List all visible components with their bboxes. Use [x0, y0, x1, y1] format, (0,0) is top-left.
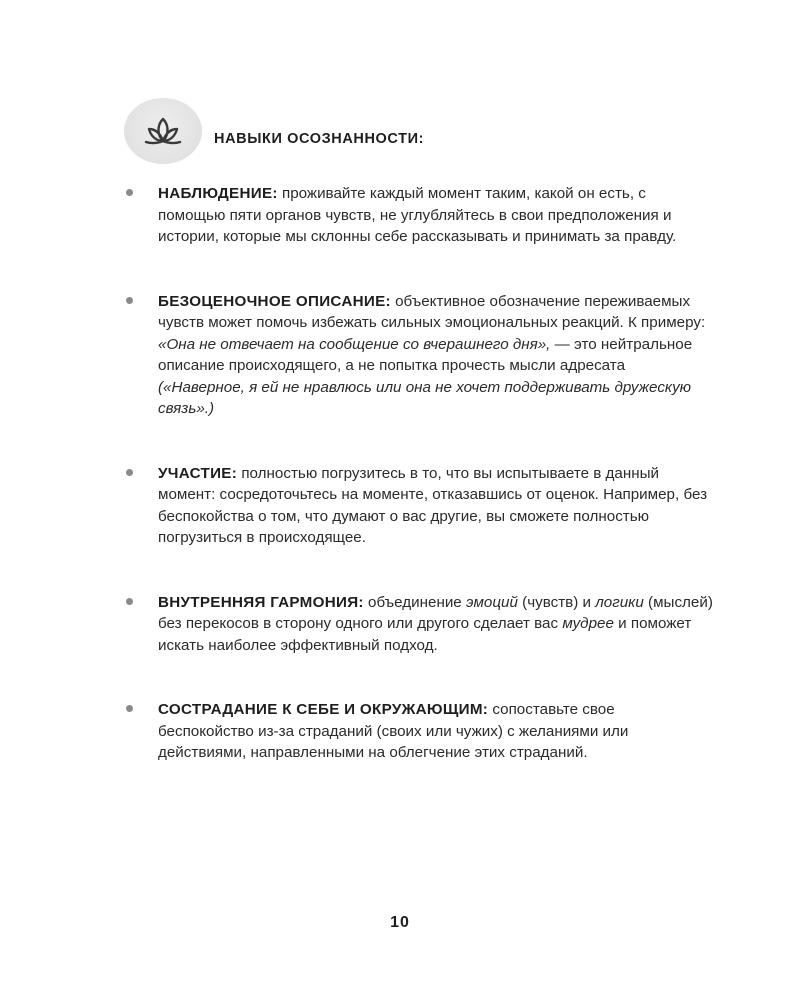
emphasis-emotions: эмоций [466, 593, 518, 611]
emphasis-wiser: мудрее [562, 615, 614, 632]
skill-observation [124, 183, 714, 248]
skill-participation [124, 463, 714, 549]
skill-nonjudgmental-description [124, 291, 714, 420]
lotus-icon [141, 116, 185, 146]
bullet-dot [126, 189, 133, 196]
skill-term: УЧАСТИЕ: [158, 464, 238, 482]
skill-compassion [124, 699, 714, 764]
emphasis-logic: логики [595, 593, 644, 611]
skill-inner-harmony [124, 592, 714, 657]
skill-description-continued: — это нейтральное описание происходящего, а не попытка прочесть мысли адресата [158, 335, 693, 374]
skill-description: объединение [368, 593, 462, 611]
skill-term: БЕЗОЦЕНОЧНОЕ ОПИСАНИЕ: [158, 292, 391, 310]
lotus-icon-badge [124, 98, 202, 164]
skill-description-part: и поможет искать наиболее эффективный подход. [158, 615, 692, 654]
skill-description: объективное обозначение переживаемых чувств может помочь избежать сильных эмоциональных реакций. К примеру: [158, 292, 706, 331]
skill-description-part: (чувств) и [522, 593, 591, 611]
section-title: НАВЫКИ ОСОЗНАННОСТИ: [214, 131, 425, 147]
example-quote: «Она не отвечает на сообщение со вчерашнего дня», [158, 335, 551, 353]
skill-term: СОСТРАДАНИЕ К СЕБЕ И ОКРУЖАЮЩИМ: [158, 701, 489, 718]
skill-description: полностью погрузитесь в то, что вы испытываете в данный момент: сосредоточьтесь на моменте, отказавшись от оценок. Например, без беспокойства о том, что думают о вас другие, вы сможете полностью погрузиться в происходящее. [158, 464, 708, 546]
skills-list [124, 183, 714, 764]
bullet-dot [126, 297, 133, 304]
example-mind-reading: («Наверное, я ей не нравлюсь или она не хочет поддерживать дружескую связь».) [158, 378, 692, 417]
bullet-dot [126, 598, 133, 605]
skill-term: НАБЛЮДЕНИЕ: [158, 185, 278, 202]
skill-description: сопоставьте свое беспокойство из-за страданий (своих или чужих) с желаниями или действиями, направленными на облегчение этих страданий. [158, 701, 629, 761]
bullet-dot [126, 705, 133, 712]
skill-description: проживайте каждый момент таким, какой он есть, с помощью пяти органов чувств, не углубляйтесь в свои предположения и истории, которые мы склонны себе рассказывать и принимать за правду. [158, 185, 677, 245]
skill-term: ВНУТРЕННЯЯ ГАРМОНИЯ: [158, 593, 364, 611]
page-number: 10 [390, 914, 410, 931]
skill-description-part: (мыслей) без перекосов в сторону одного или другого сделает вас [158, 593, 713, 632]
bullet-dot [126, 469, 133, 476]
section-header [124, 98, 425, 164]
